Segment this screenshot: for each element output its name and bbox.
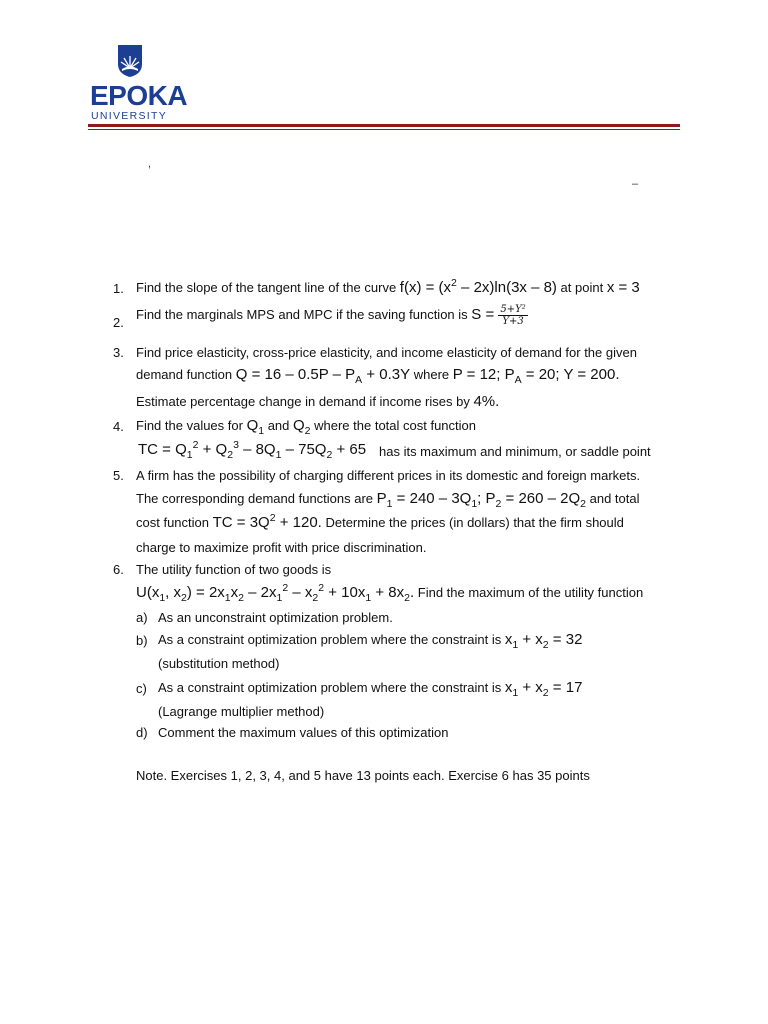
exercise-6-utility-function: $U(x_1$, $x_2) = 2x_1x_2 - 2x_1^2 - x_2^2 + 10x_1 + 8x_2$. Find the maximum of the utility function: [136, 582, 644, 604]
saving-function-fraction: $\frac{\text{5+Y²}}{Y+3}$: [500, 304, 526, 327]
exercise-3-line-1: Find price elasticity, cross-price elasticity, and income elasticity of demand for the given: [136, 345, 637, 360]
exercise-4-line-1: Find the values for $Q_1$ and $Q_2$ where the total cost function: [136, 417, 476, 437]
part-label: c): [136, 681, 147, 696]
exercise-3-line-2: demand function $Q = 16 - 0.5P - P_A + 0.3Y$ where P = 12; $P_A = 20$; Y = 200.: [136, 366, 620, 386]
exercise-5-line-1: A firm has the possibility of charging different prices in its domestic and foreign markets.: [136, 468, 641, 483]
exercise-number: 2.: [113, 315, 124, 330]
part-label: d): [136, 725, 148, 740]
exercise-number: 1.: [113, 281, 124, 296]
exercise-5-line-4: charge to maximize profit with price discrimination.: [136, 540, 427, 555]
exercise-number: 6.: [113, 562, 124, 577]
logo-wordmark: EPOKA: [90, 80, 188, 111]
exercise-6-line-1: The utility function of two goods is: [136, 562, 332, 577]
stray-mark: –: [632, 178, 639, 190]
exercise-1-text: Find the slope of the tangent line of the curve $f(x) = (x^2 - 2x)\ln(3x - 8)$ at point x = 3: [136, 277, 640, 296]
part-label: b): [136, 633, 148, 648]
part-c-note: (Lagrange multiplier method): [158, 704, 325, 719]
exercise-4-cost-function: TC = $Q_1^2 + Q_2^3 - 8Q_1 - 75Q_2 + 65$: [138, 439, 367, 461]
exercise-3-line-3: Estimate percentage change in demand if income rises by 4%.: [136, 393, 500, 410]
part-label: a): [136, 610, 148, 625]
exercise-2-text: Find the marginals MPS and MPC if the saving function is S = $\frac{\text{5+Y²}}{Y+3}$: [136, 304, 526, 327]
exercise-number: 4.: [113, 419, 124, 434]
exercise-5-line-2: The corresponding demand functions are $P_1 = 240 - 3Q_1$; $P_2 = 260 - 2Q_2$ and total: [136, 490, 640, 510]
part-b-note: (substitution method): [158, 656, 280, 671]
logo-subtitle: UNIVERSITY: [91, 110, 168, 122]
stray-mark: ,: [148, 158, 152, 170]
exercise-4-cost-tail: has its maximum and minimum, or saddle point: [379, 444, 651, 459]
exercise-5-line-3: cost function TC = $3Q^2 + 120$. Determine the prices (in dollars) that the firm should: [136, 512, 624, 531]
exercise-number: 5.: [113, 468, 124, 483]
part-d-text: Comment the maximum values of this optimization: [158, 725, 449, 740]
part-b-text: As a constraint optimization problem where the constraint is $x_1 + x_2 = 32$: [158, 631, 583, 651]
scoring-note: Note. Exercises 1, 2, 3, 4, and 5 have 13 points each. Exercise 6 has 35 points: [136, 768, 590, 783]
part-c-text: As a constraint optimization problem where the constraint is $x_1 + x_2 = 17$: [158, 679, 583, 699]
exercise-number: 3.: [113, 345, 124, 360]
part-a-text: As an unconstraint optimization problem.: [158, 610, 393, 625]
